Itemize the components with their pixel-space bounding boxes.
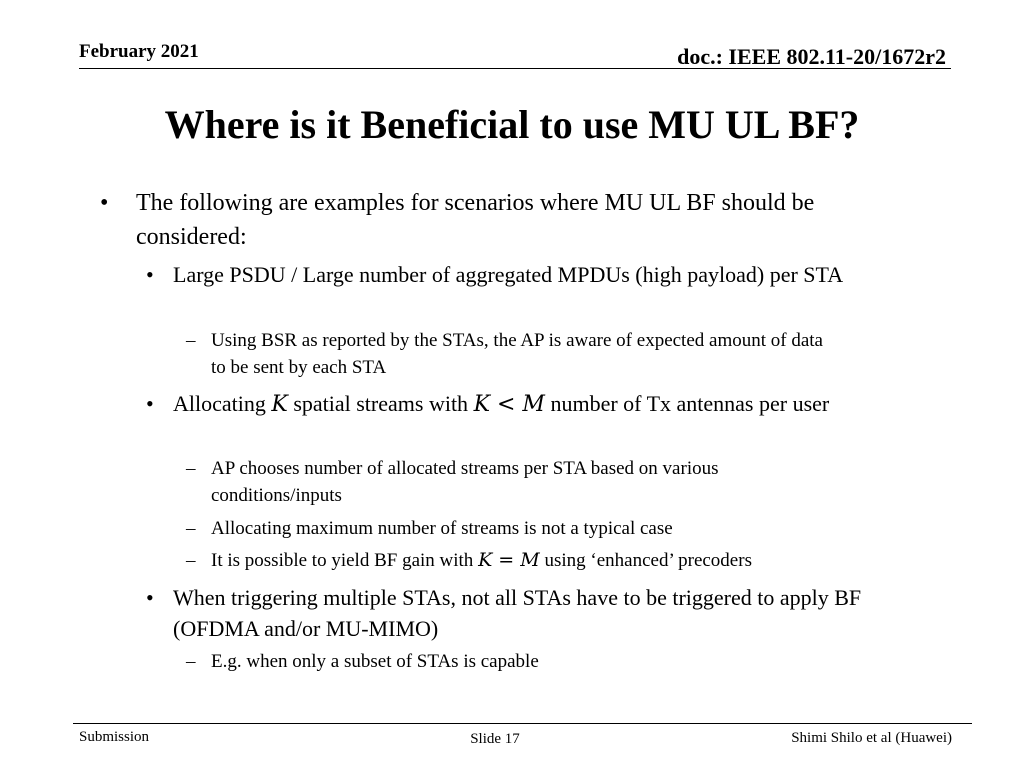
bullet-level3 <box>186 455 826 509</box>
math-expression: K = M <box>478 549 540 571</box>
bullet-level2 <box>146 259 876 290</box>
slide-title: Where is it Beneficial to use MU UL BF? <box>164 102 860 147</box>
bullet-level2 <box>146 582 891 644</box>
text-segment: using ‘enhanced’ precoders <box>539 550 752 571</box>
bullet-text: E.g. when only a subset of STAs is capable <box>211 651 539 672</box>
bullet-marker: • <box>146 391 154 416</box>
footer-authors: Shimi Shilo et al (Huawei) <box>791 730 952 746</box>
bullet-text <box>211 547 866 574</box>
bullet-level3 <box>186 515 826 542</box>
bullet-level3 <box>186 547 866 574</box>
footer-slide-number: Slide 17 <box>470 731 520 747</box>
bullet-marker: – <box>186 518 196 539</box>
text-segment: Allocating <box>173 391 272 416</box>
bullet-marker: • <box>146 585 154 610</box>
bullet-marker: – <box>186 651 196 672</box>
math-variable: K <box>271 392 288 417</box>
math-expression: K < M <box>473 392 545 417</box>
bullet-text: AP chooses number of allocated streams per STA based on various conditions/inputs <box>211 458 719 506</box>
bullet-level3 <box>186 327 826 381</box>
bullet-marker: – <box>186 550 196 571</box>
bullet-text: The following are examples for scenarios where MU UL BF should be considered: <box>136 190 815 250</box>
bullet-level3 <box>186 648 826 675</box>
bullet-marker: • <box>100 190 109 216</box>
bullet-marker: – <box>186 458 196 479</box>
text-segment: It is possible to yield BF gain with <box>211 550 479 571</box>
bullet-text: When triggering multiple STAs, not all STAs have to be triggered to apply BF (OFDMA and/or MU-MIMO) <box>173 585 862 641</box>
bullet-marker: • <box>146 262 154 287</box>
footer-submission: Submission <box>79 729 150 745</box>
text-segment: number of Tx antennas per user <box>544 391 830 416</box>
bullet-level2 <box>146 388 876 420</box>
bullet-text: Using BSR as reported by the STAs, the AP is aware of expected amount of data to be sent by each STA <box>211 330 823 378</box>
header-date: February 2021 <box>79 41 199 62</box>
header-doc-id: doc.: IEEE 802.11-20/1672r2 <box>677 44 946 69</box>
text-segment: spatial streams with <box>287 391 474 416</box>
bullet-marker: – <box>186 330 196 351</box>
bullet-text <box>173 388 876 420</box>
bullet-text: Large PSDU / Large number of aggregated MPDUs (high payload) per STA <box>173 262 844 287</box>
bullet-text: Allocating maximum number of streams is not a typical case <box>211 518 673 539</box>
bullet-level1 <box>100 186 870 254</box>
footer-divider <box>73 723 972 724</box>
